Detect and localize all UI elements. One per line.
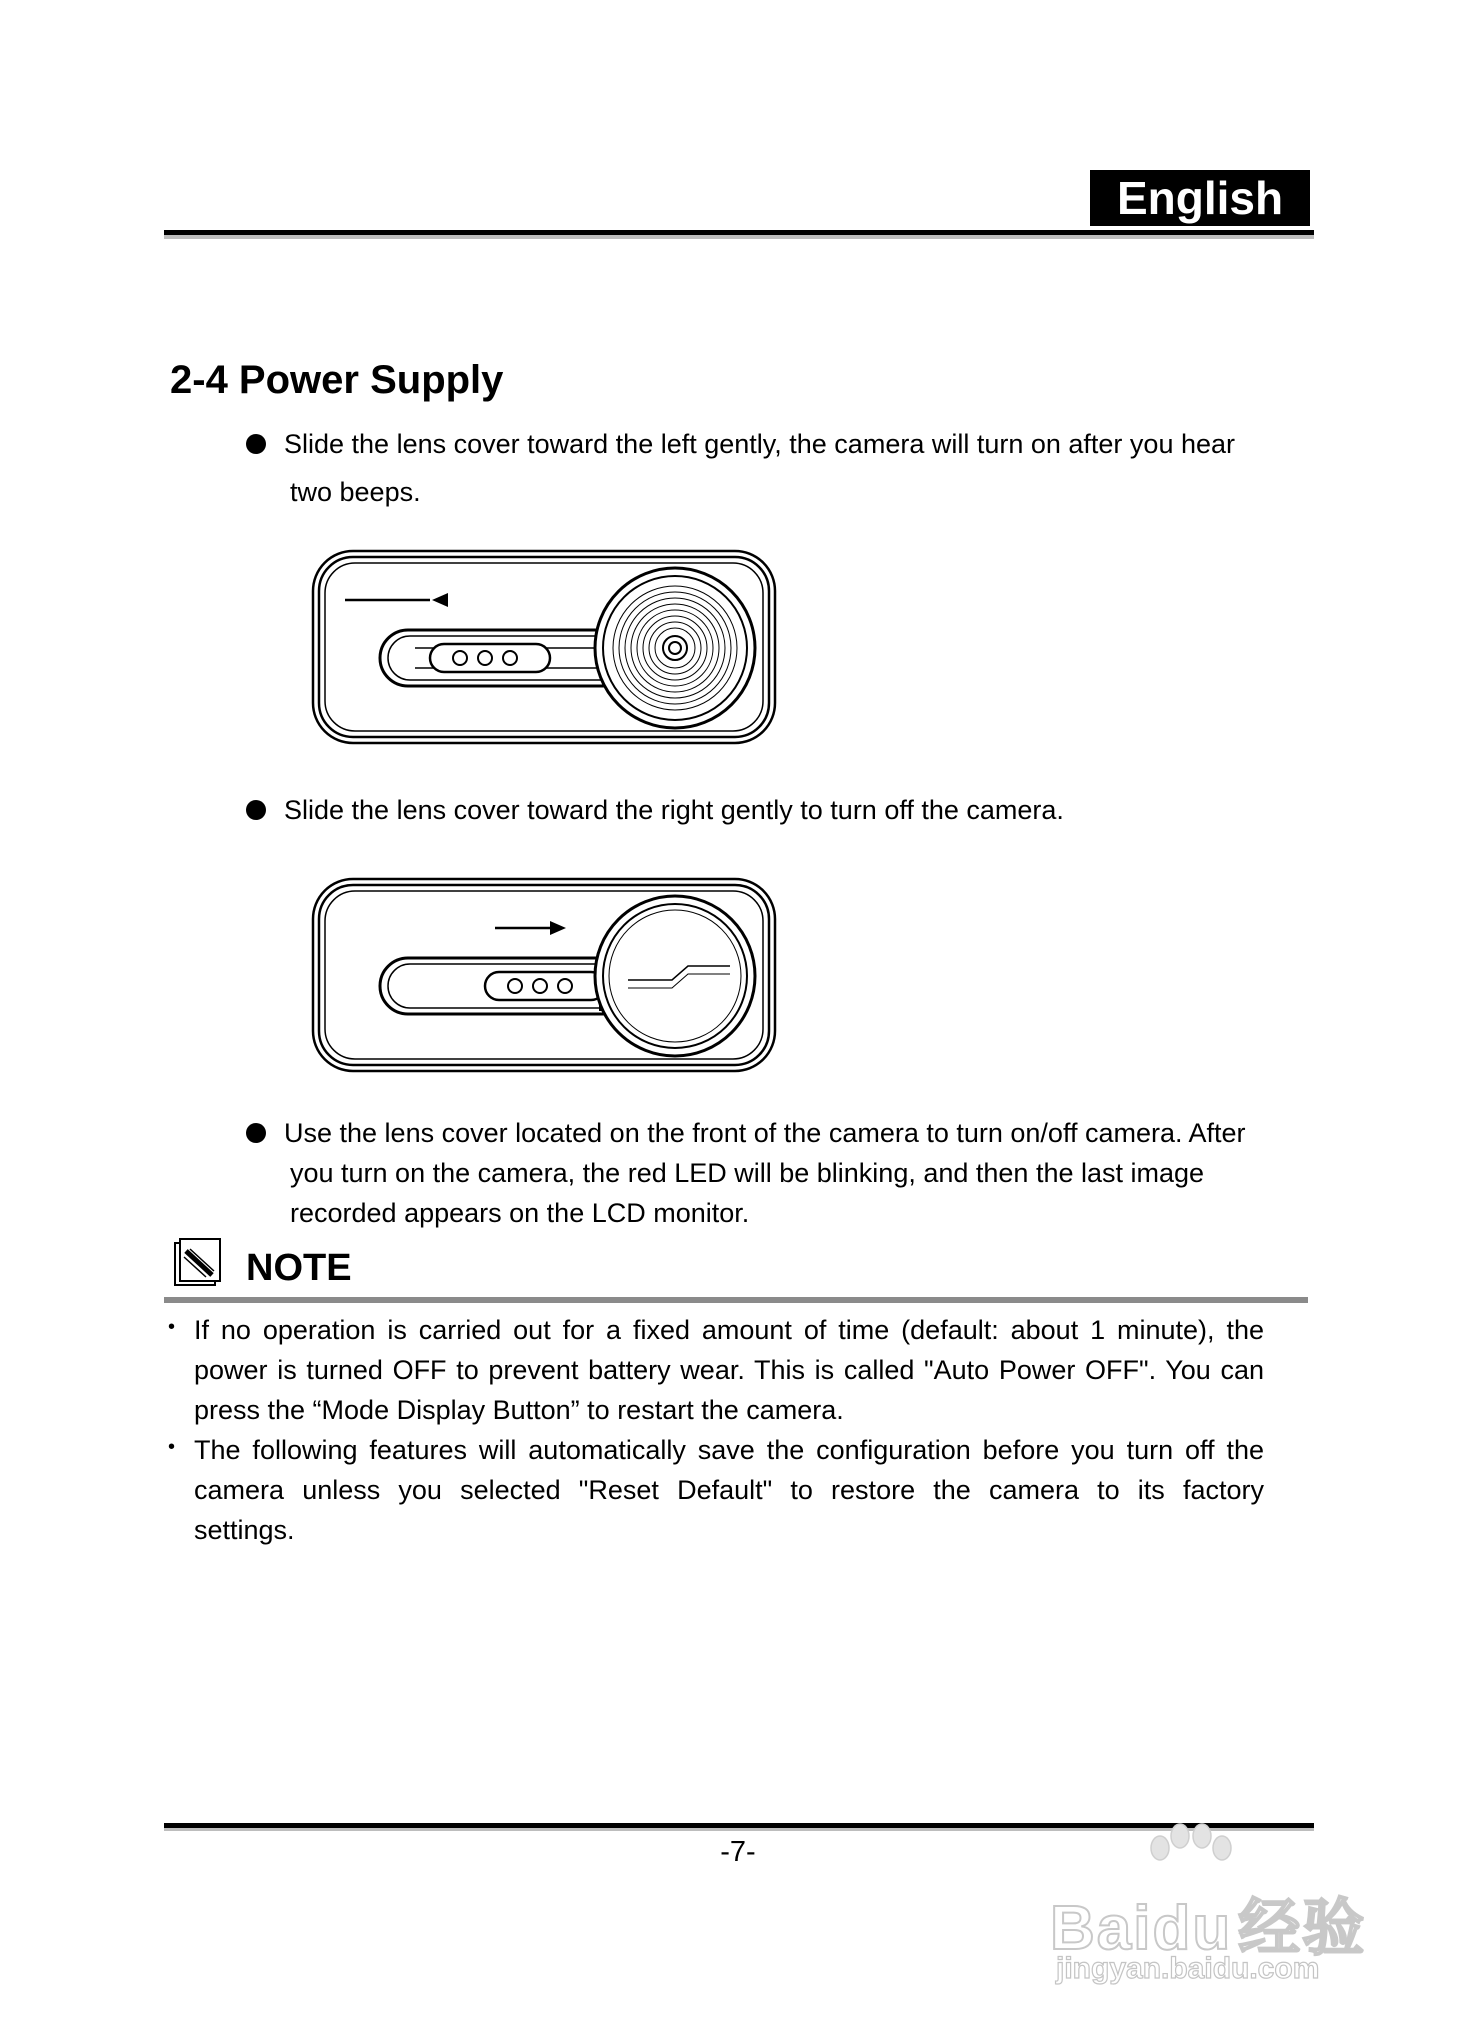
left-arrow-icon bbox=[340, 593, 520, 607]
bullet-1-line1: Slide the lens cover toward the left gently, the camera will turn on after you hear bbox=[284, 429, 1235, 459]
bullet-dot bbox=[246, 800, 266, 820]
watermark-brand: Baidu bbox=[1050, 1894, 1233, 1963]
bullet-2-line1: Slide the lens cover toward the right gently to turn off the camera. bbox=[284, 795, 1064, 825]
note-item-1-line2: power is turned OFF to prevent battery wear. This is called "Auto Power OFF". You can bbox=[194, 1355, 1264, 1385]
camera-off-illustration bbox=[310, 876, 780, 1076]
header-rule-shadow bbox=[164, 235, 1314, 239]
note-pencil-icon bbox=[172, 1237, 224, 1289]
note-item-2-line3: settings. bbox=[194, 1515, 295, 1545]
baidu-watermark bbox=[1050, 1820, 1390, 1990]
note-item-2-line1: The following features will automatically save the configuration before you turn off the bbox=[194, 1435, 1264, 1465]
bullet-3-line2: you turn on the camera, the red LED will be blinking, and then the last image bbox=[290, 1158, 1205, 1188]
bullet-1-line2: two beeps. bbox=[290, 477, 421, 507]
watermark-url: jingyan.baidu.com bbox=[1056, 1952, 1320, 1985]
camera-on-illustration bbox=[310, 548, 780, 748]
note-item-2-line2: camera unless you selected "Reset Default" to restore the camera to its factory bbox=[194, 1475, 1264, 1505]
lens-icon bbox=[595, 568, 755, 728]
page-number: -7- bbox=[720, 1836, 756, 1868]
bullet-dot bbox=[246, 434, 266, 454]
watermark-cn: 经验 bbox=[1238, 1894, 1367, 1963]
right-arrow-icon bbox=[495, 921, 566, 935]
closed-lens-icon bbox=[595, 896, 755, 1056]
note-heading: NOTE bbox=[246, 1247, 352, 1289]
language-badge: English bbox=[1090, 170, 1310, 226]
bullet-3-line1: Use the lens cover located on the front of the camera to turn on/off camera. After bbox=[284, 1118, 1246, 1148]
note-item-1-line1: If no operation is carried out for a fixed amount of time (default: about 1 minute), the bbox=[194, 1315, 1264, 1345]
note-item-1-line3: press the “Mode Display Button” to restart the camera. bbox=[194, 1395, 844, 1425]
bullet-dot bbox=[246, 1123, 266, 1143]
section-title: 2-4 Power Supply bbox=[170, 358, 504, 402]
paw-icon bbox=[1130, 1820, 1250, 1880]
note-bullet: • bbox=[168, 1316, 176, 1338]
note-rule bbox=[164, 1297, 1308, 1303]
bullet-3-line3: recorded appears on the LCD monitor. bbox=[290, 1198, 750, 1228]
note-bullet: • bbox=[168, 1436, 176, 1458]
